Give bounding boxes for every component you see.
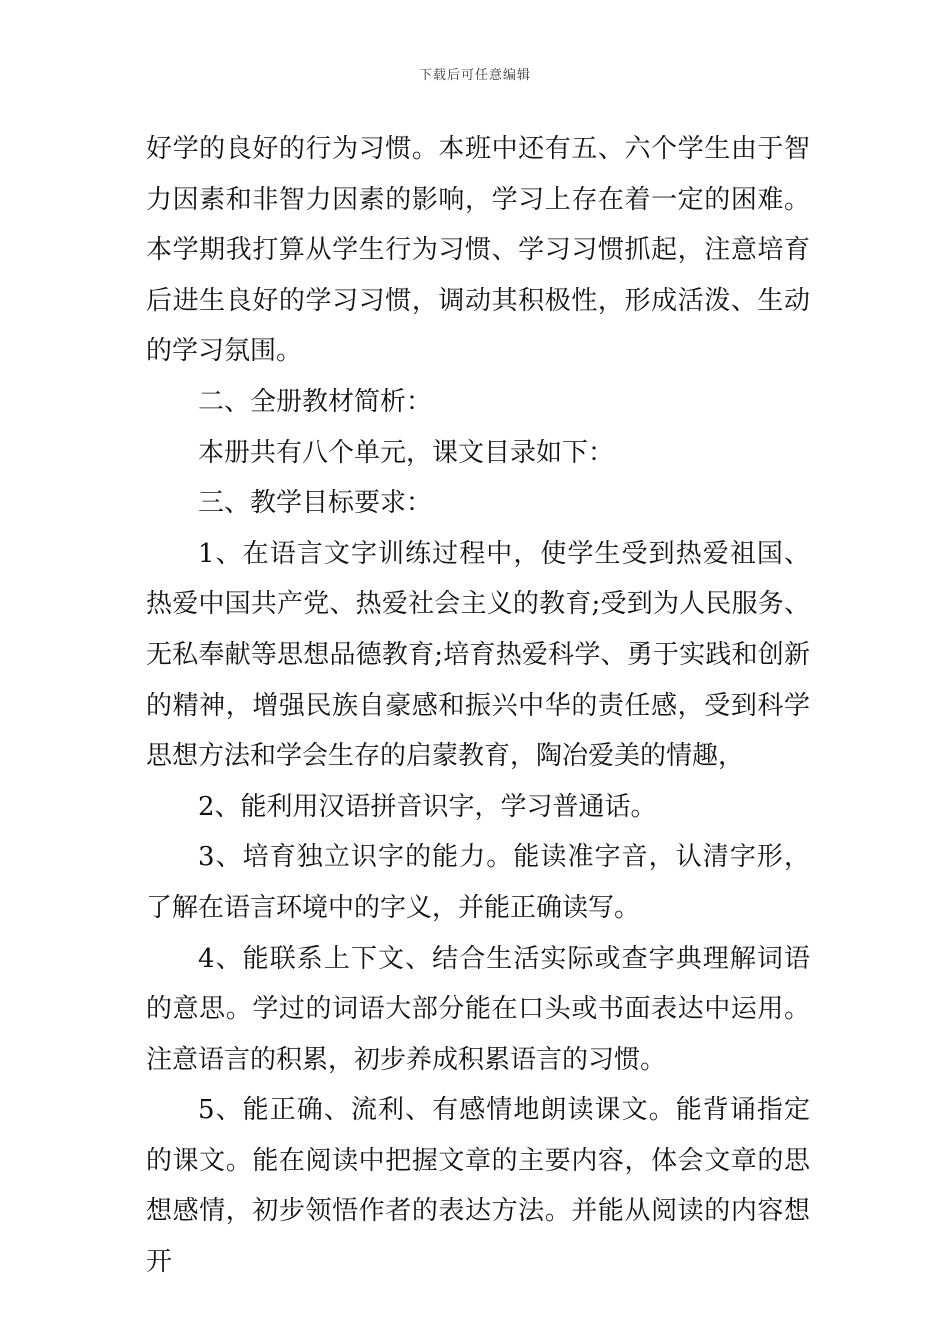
paragraph-units: 本册共有八个单元，课文目录如下： <box>198 437 615 468</box>
goal-item-1: 1、在语言文字训练过程中，使学生受到热爱祖国、热爱中国共产党、热爱社会主义的教育;受到为人民服务、无私奉献等思想品德教育;培育热爱科学、勇于实践和创新的精神，增强民族自豪感和振兴中华的责任感，受到科学思想方法和学会生存的启蒙教育，陶冶爱美的情趣， <box>146 538 810 772</box>
document-body <box>146 124 810 1288</box>
paragraph-continued: 好学的良好的行为习惯。本班中还有五、六个学生由于智力因素和非智力因素的影响，学习上存在着一定的困难。本学期我打算从学生行为习惯、学习习惯抓起，注意培育后进生良好的学习习惯，调动其积极性，形成活泼、生动的学习氛围。 <box>146 134 810 367</box>
section-heading-teaching-goals: 三、教学目标要求： <box>198 488 433 519</box>
page-header: 下载后可任意编辑 <box>418 68 531 83</box>
goal-item-2: 2、能利用汉语拼音识字，学习普通话。 <box>198 791 657 822</box>
goal-item-4: 4、能联系上下文、结合生活实际或查字典理解词语的意思。学过的词语大部分能在口头或书面表达中运用。注意语言的积累，初步养成积累语言的习惯。 <box>146 943 810 1075</box>
goal-item-3: 3、培育独立识字的能力。能读准字音，认清字形，了解在语言环境中的字义，并能正确读写。 <box>146 842 810 923</box>
goal-item-5: 5、能正确、流利、有感情地朗读课文。能背诵指定的课文。能在阅读中把握文章的主要内容，体会文章的思想感情，初步领悟作者的表达方法。并能从阅读的内容想开 <box>146 1095 810 1278</box>
section-heading-textbook-analysis: 二、全册教材简析： <box>198 386 433 417</box>
